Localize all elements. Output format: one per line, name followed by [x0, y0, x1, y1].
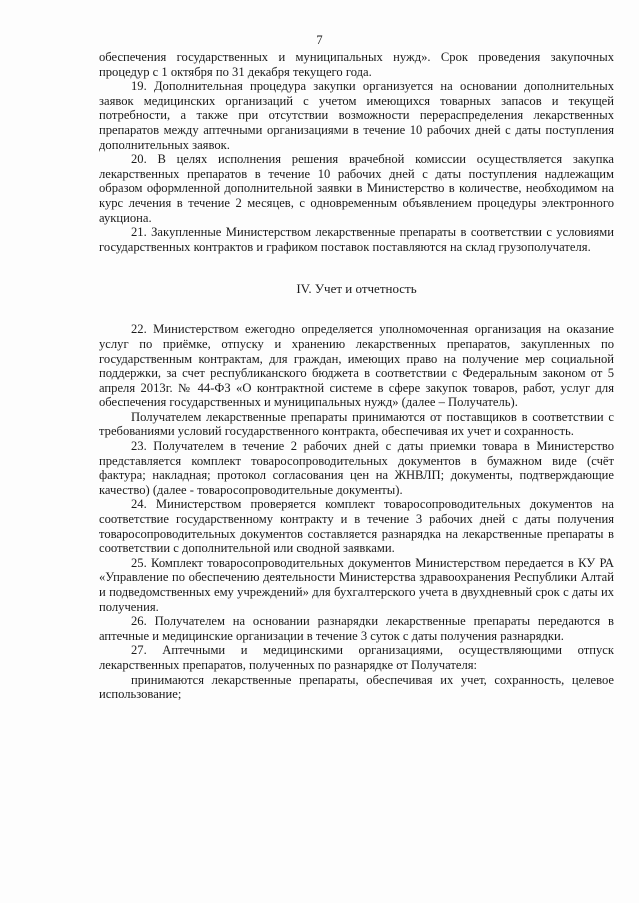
paragraph-26: 26. Получателем на основании разнарядки лекарственные препараты передаются в аптечные и медицинские организации в течение 3 суток с даты получения разнарядки. — [99, 614, 614, 643]
paragraph-23: 23. Получателем в течение 2 рабочих дней с даты приемки товара в Министерство представляется комплект товаросопроводительных документов в бумажном виде (счёт фактура; накладная; протокол согласования цен на ЖНВЛП; документы, подтверждающие качество) (далее - товаросопроводительные документы). — [99, 439, 614, 497]
paragraph-22-recipient: Получателем лекарственные препараты принимаются от поставщиков в соответствии с требованиями условий государственного контракта, обеспечивая их учет и сохранность. — [99, 409, 614, 439]
paragraph-21: 21. Закупленные Министерством лекарственные препараты в соответствии с условиями государственных контрактов и графиком поставок поставляются на склад грузополучателя. — [99, 225, 614, 254]
paragraph-27: 27. Аптечными и медицинскими организациями, осуществляющими отпуск лекарственных препаратов, полученных по разнарядке от Получателя: — [99, 643, 614, 672]
paragraph-19: 19. Дополнительная процедура закупки организуется на основании дополнительных заявок медицинских организаций с учетом имеющихся товарных запасов и текущей потребности, а также при отсутствии возможности перераспределения лекарственных препаратов между аптечными организациями в течение 10 рабочих дней с даты поступления дополнительных заявок. — [99, 79, 614, 152]
paragraph-25: 25. Комплект товаросопроводительных документов Министерством передается в КУ РА «Управление по обеспечению деятельности Министерства здравоохранения Республики Алтай и подведомственных ему учреждений» для бухгалтерского учета в двухдневный срок с даты их получения. — [99, 555, 614, 614]
page-number: 7 — [316, 33, 323, 47]
paragraph-27-item: принимаются лекарственные препараты, обеспечивая их учет, сохранность, целевое использование; — [99, 672, 614, 702]
paragraph-22: 22. Министерством ежегодно определяется уполномоченная организация на оказание услуг по приёмке, отпуску и хранению лекарственных препаратов, закупленных по государственным контрактам, для граждан, имеющих право на получение мер социальной поддержки, за счет республиканского бюджета в соответствии с Федеральным законом от 5 апреля 2013г. № 44-ФЗ «О контрактной системе в сфере закупок товаров, работ, услуг для обеспечения государственных и муниципальных нужд» (далее – Получатель). — [99, 322, 614, 410]
paragraph-20: 20. В целях исполнения решения врачебной комиссии осуществляется закупка лекарственных препаратов в течение 10 рабочих дней с даты поступления надлежащим образом оформленной дополнительной заявки в Министерство в количестве, необходимом на курс лечения в течение 2 месяцев, с одновременным объявлением процедуры электронного аукциона. — [99, 152, 614, 225]
document-body — [99, 50, 614, 702]
paragraph-continuation: обеспечения государственных и муниципальных нужд». Срок проведения закупочных процедур с 1 октября по 31 декабря текущего года. — [99, 50, 614, 79]
section-heading: IV. Учет и отчетность — [296, 281, 417, 297]
paragraph-24: 24. Министерством проверяется комплект товаросопроводительных документов на соответствие государственному контракту и в течение 3 рабочих дней с даты получения товаросопроводительных документов составляется разнарядка на лекарственные препараты в соответствии с дополнительной или сводной заявками. — [99, 497, 614, 556]
